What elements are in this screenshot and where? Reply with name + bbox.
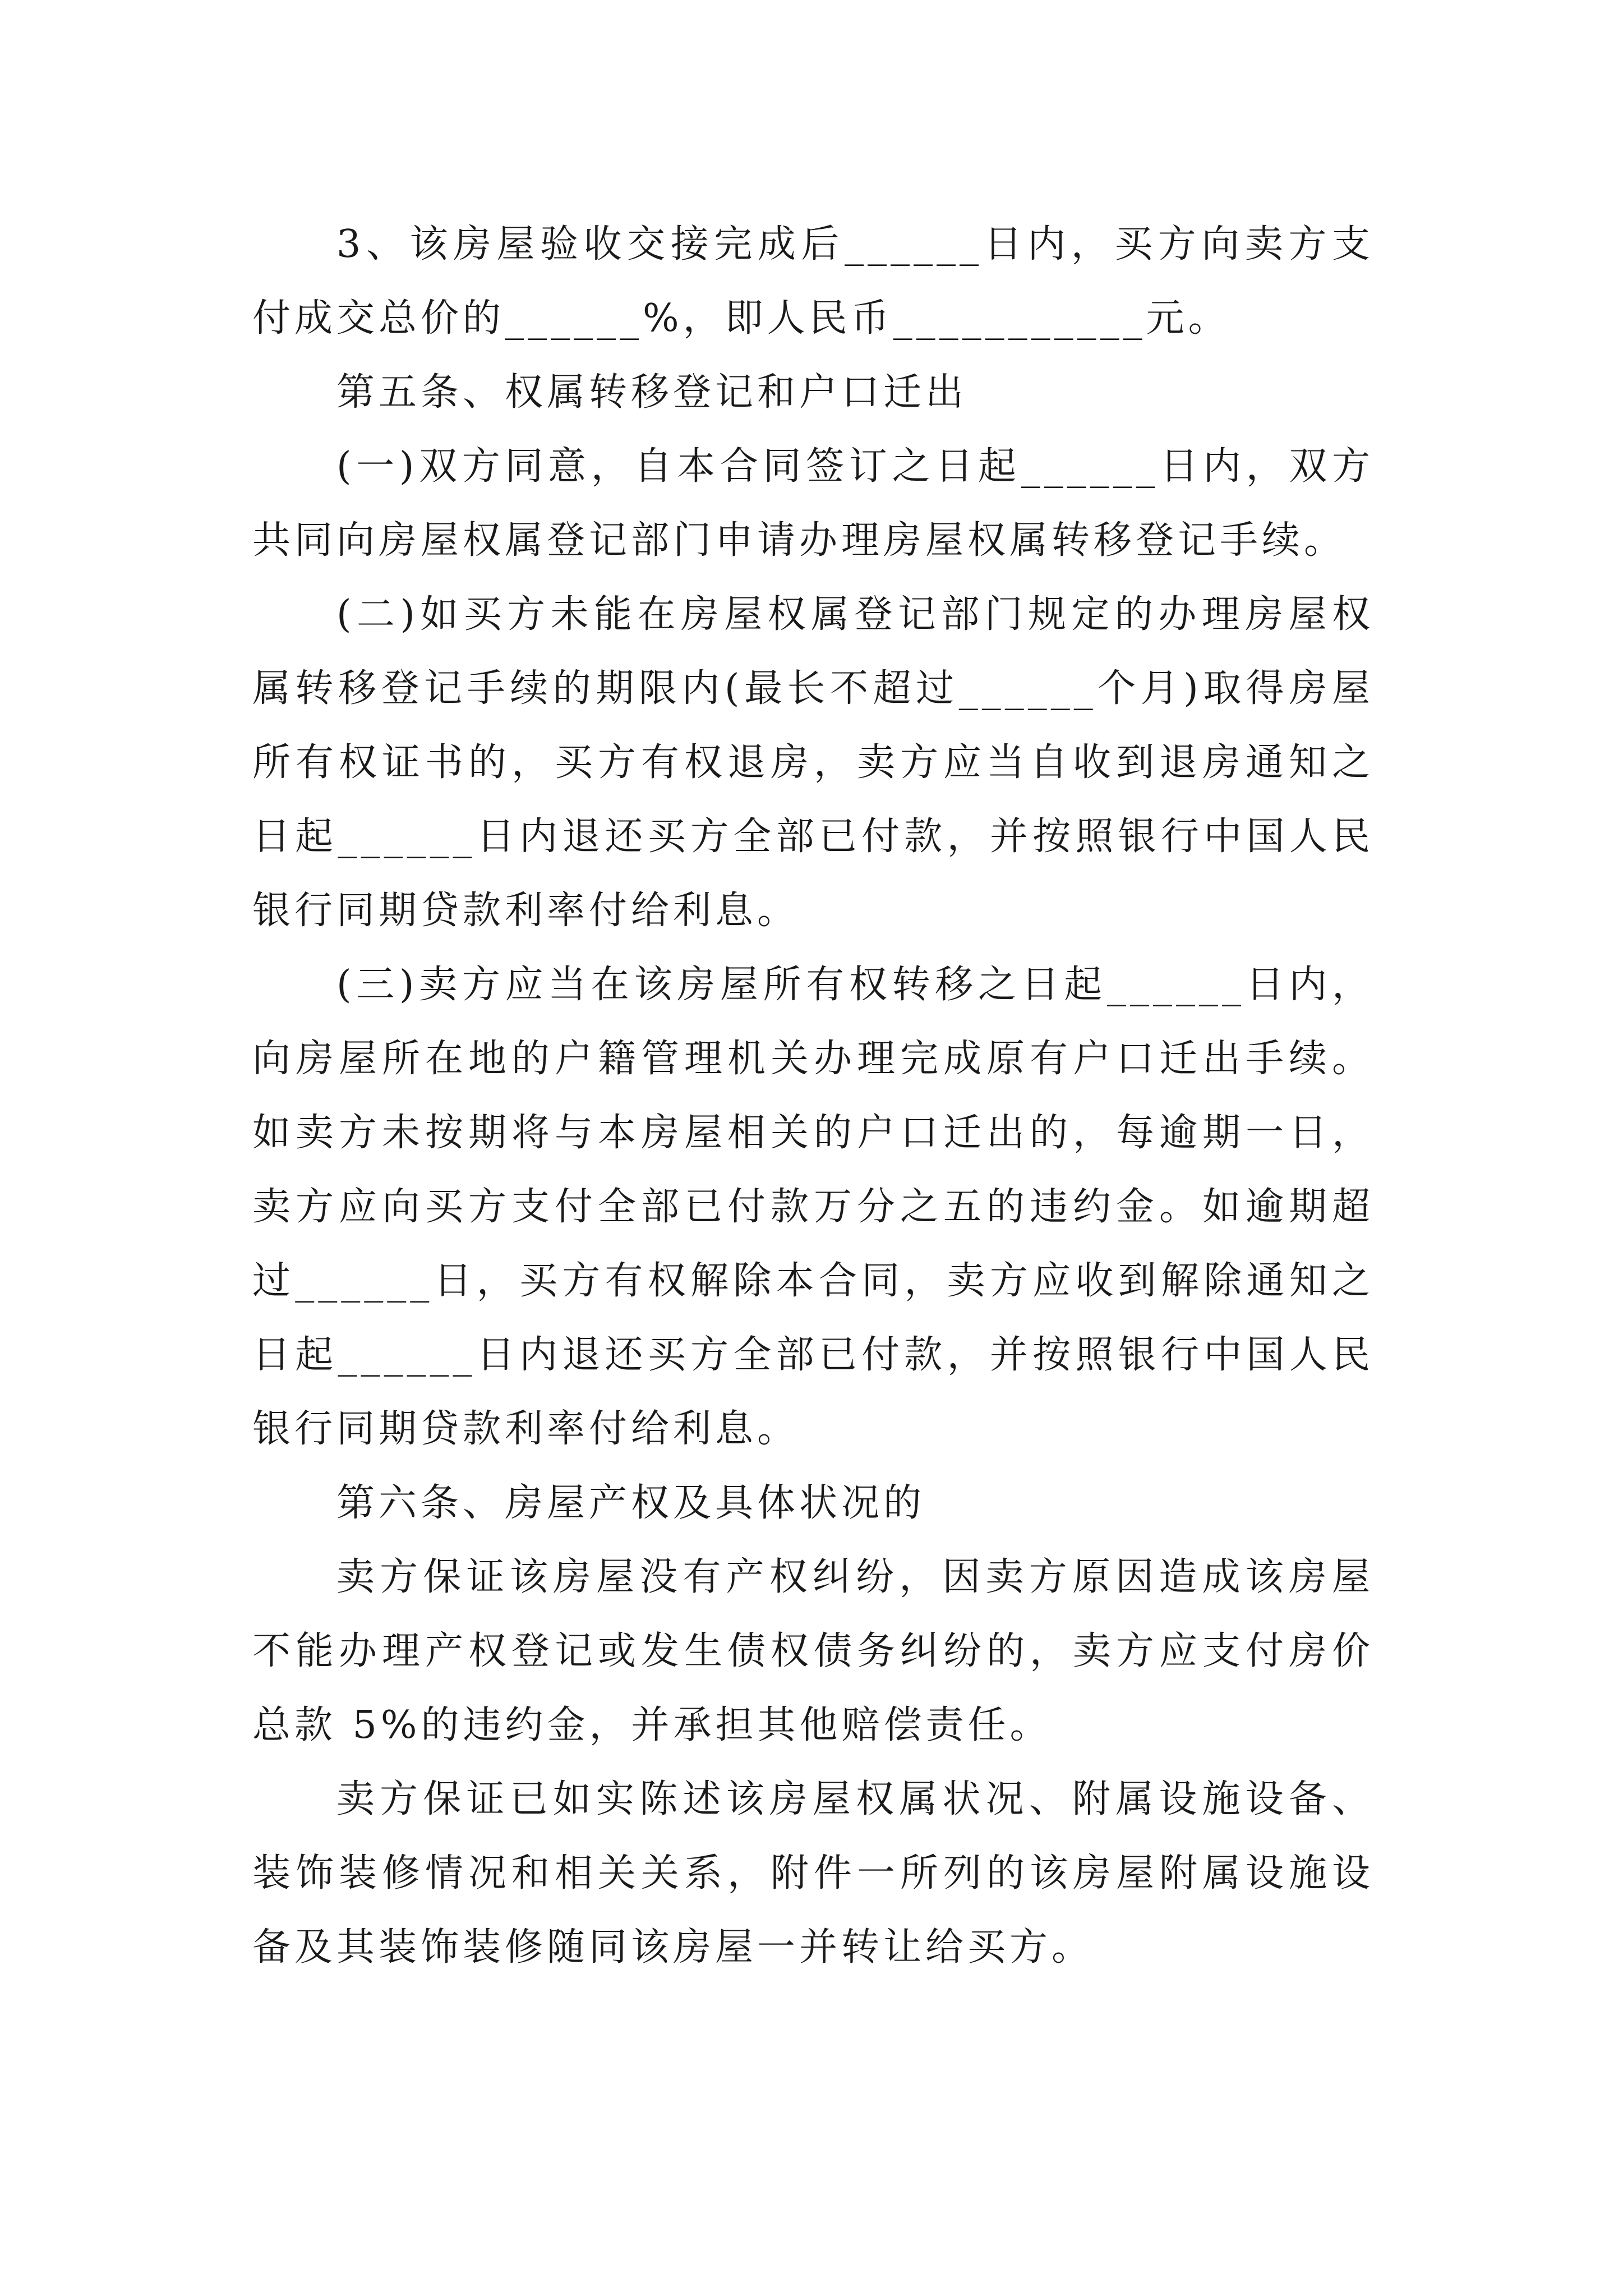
document-page bbox=[252, 208, 1374, 1985]
clause-6-1-paragraph: 卖方保证该房屋没有产权纠纷，因卖方原因造成该房屋不能办理产权登记或发生债权债务纠纷的，卖方应支付房价总款 5%的违约金，并承担其他赔偿责任。 bbox=[252, 1555, 1374, 1747]
clause-5-2-paragraph: (二)如买方未能在房屋权属登记部门规定的办理房屋权属转移登记手续的期限内(最长不超过______个月)取得房屋所有权证书的，买方有权退房，卖方应当自收到退房通知之日起______日内退还买方全部已付款，并按照银行中国人民银行同期贷款利率付给利息。 bbox=[252, 592, 1374, 933]
article-6-heading: 第六条、房屋产权及具体状况的 bbox=[336, 1481, 926, 1525]
clause-6-2-paragraph: 卖方保证已如实陈述该房屋权属状况、附属设施设备、装饰装修情况和相关关系，附件一所列的该房屋附属设施设备及其装饰装修随同该房屋一并转让给买方。 bbox=[252, 1777, 1374, 1970]
clause-5-3-paragraph: (三)卖方应当在该房屋所有权转移之日起______日内，向房屋所在地的户籍管理机关办理完成原有户口迁出手续。如卖方未按期将与本房屋相关的户口迁出的，每逾期一日，卖方应向买方支付全部已付款万分之五的违约金。如逾期超过______日，买方有权解除本合同，卖方应收到解除通知之日起______日内退还买方全部已付款，并按照银行中国人民银行同期贷款利率付给利息。 bbox=[252, 963, 1374, 1451]
article-5-heading: 第五条、权属转移登记和户口迁出 bbox=[336, 370, 968, 415]
clause-payment-paragraph: 3、该房屋验收交接完成后______日内，买方向卖方支付成交总价的______%，即人民币___________元。 bbox=[252, 222, 1374, 341]
clause-5-1-paragraph: (一)双方同意，自本合同签订之日起______日内，双方共同向房屋权属登记部门申请办理房屋权属转移登记手续。 bbox=[252, 444, 1374, 563]
